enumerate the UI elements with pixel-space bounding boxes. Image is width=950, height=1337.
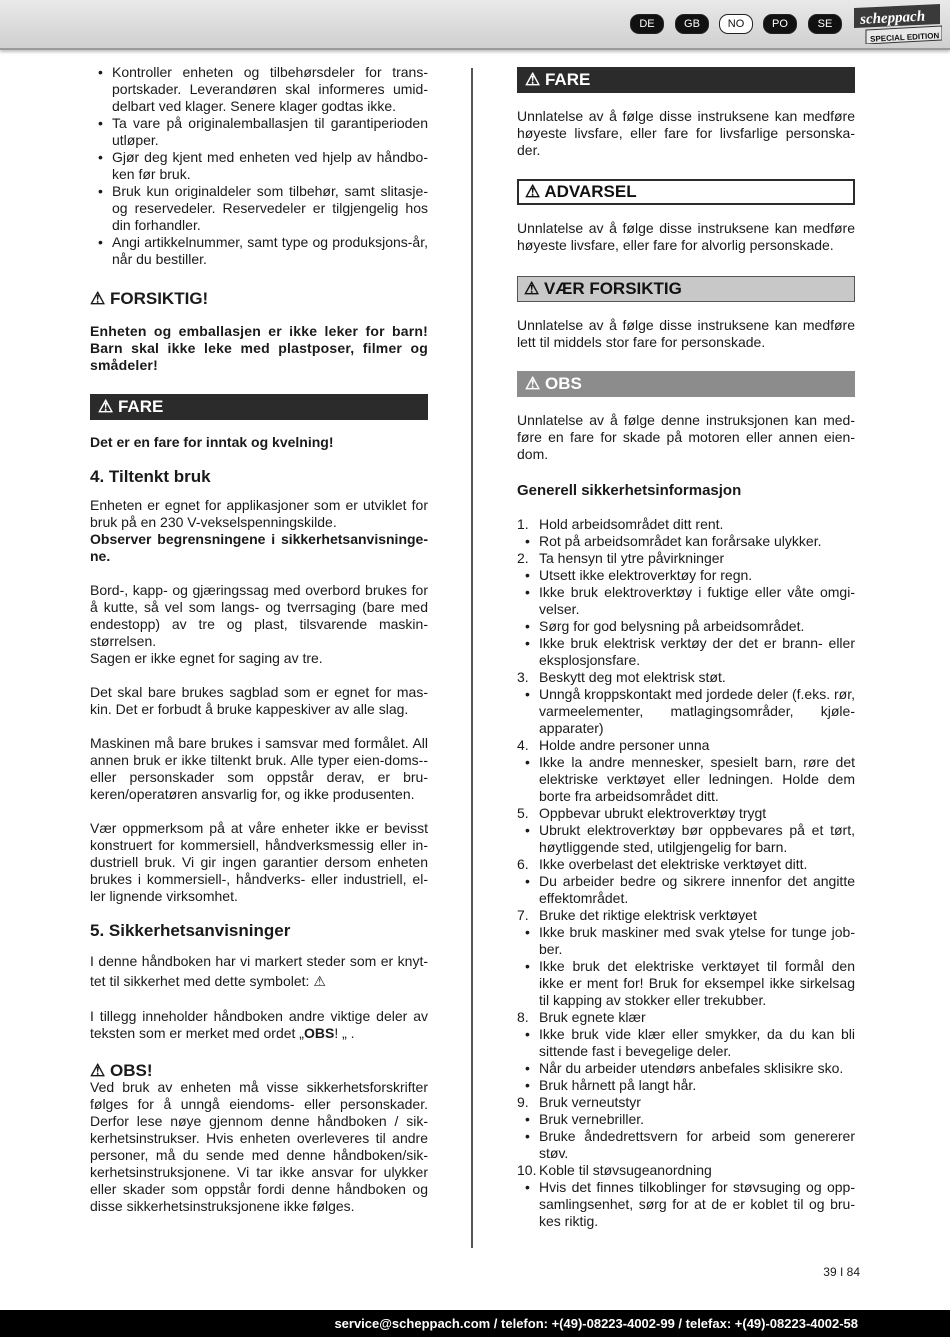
section-4-title: 4. Tiltenkt bruk <box>90 467 211 486</box>
logo-sub: SPECIAL EDITION <box>869 31 940 44</box>
numbered-item <box>517 805 855 822</box>
item-text: Hold arbeidsområdet ditt rent. <box>539 516 724 532</box>
item-text: Bruk verneutstyr <box>539 1094 641 1110</box>
sec5-paragraph: I denne håndboken har vi markert steder som er knyt-tet til sikkerhet med dette symbolet: ⚠ <box>90 953 428 989</box>
sub-item: • Sørg for god belysning på arbeidsområdet. <box>517 618 855 635</box>
forsiktig-text: Unnlatelse av å følge disse instruksene kan medføre lett til middels stor fare for personskade. <box>517 317 855 350</box>
obs-text: Ved bruk av enheten må visse sikkerhetsforskrifter følges for å unngå eiendoms- eller personskader. Derfor lese nøye gjennom denne håndboken / sik-kerhetsinstrukser. Hvis enheten overleveres til andre personer, må du sende med denne håndboken/sik-kerhetsinstruksjonene. Vi tar ikke ansvar for ulykker eller skader som oppstår fordi denne håndboken og disse sikkerhetsinstruksjonene ikke følges. <box>90 1079 428 1214</box>
item-number: 2. <box>517 550 529 566</box>
item-text: Bruke det riktige elektrisk verktøyet <box>539 907 757 923</box>
logo-text: scheppach <box>859 8 926 28</box>
list-item: • Ta vare på originalemballasjen til garantiperioden utløper. <box>90 115 428 149</box>
sub-item: • Ikke bruk elektrisk verktøy der det er brann- eller eksplosjonsfare. <box>517 635 855 669</box>
item-text: Beskytt deg mot elektrisk støt. <box>539 669 726 685</box>
item-number: 1. <box>517 516 529 532</box>
warning-icon: ⚠ <box>90 1061 106 1080</box>
sub-item: • Når du arbeider utendørs anbefales sklisikre sko. <box>517 1060 855 1077</box>
warning-icon: ⚠ <box>90 289 106 308</box>
list-item: • Bruk kun originaldeler som tilbehør, samt slitasje-og reservedeler. Reservedeler er tilgjengelig hos din forhandler. <box>90 183 428 234</box>
item-number: 6. <box>517 856 529 872</box>
warning-icon: ⚠ <box>524 279 540 298</box>
obs-text: Unnlatelse av å følge denne instruksjonen kan med-føre en fare for skade på motoren eller annen eien-dom. <box>517 412 855 462</box>
sec4-paragraph-bold: Observer begrensningene i sikkerhetsanvisninge-ne. <box>90 531 428 564</box>
left-column <box>90 64 428 1215</box>
sec4-paragraph: Enheten er egnet for applikasjoner som er utviklet for bruk på en 230 V-vekselspenningskilde. <box>90 497 428 530</box>
forsiktig-text: Enheten og emballasjen er ikke leker for barn! Barn skal ikke leke med plastposer, filmer og smådeler! <box>90 323 428 373</box>
advarsel-banner: ⚠ ADVARSEL <box>517 179 855 205</box>
lang-no[interactable]: NO <box>719 14 753 34</box>
sub-item: • Ikke la andre mennesker, spesielt barn, røre det elektriske verktøyet eller ledningen. Holde dem borte fra arbeidsområdet ditt. <box>517 754 855 805</box>
sub-item: • Ikke bruk elektroverktøy i fuktige eller våte omgi-velser. <box>517 584 855 618</box>
item-text: Ta hensyn til ytre påvirkninger <box>539 550 725 566</box>
item-number: 7. <box>517 907 529 923</box>
safety-list <box>517 516 855 1230</box>
item-number: 4. <box>517 737 529 753</box>
forsiktig-banner: ⚠ VÆR FORSIKTIG <box>517 276 855 302</box>
sub-item: • Du arbeider bedre og sikrere innenfor det angitte effektområdet. <box>517 873 855 907</box>
item-text: Oppbevar ubrukt elektroverktøy trygt <box>539 805 767 821</box>
sec4-paragraph: Vær oppmerksom på at våre enheter ikke er bevisst konstruert for kommersiell, håndverksmessig eller in-dustriell bruk. Vi gir ingen garantier dersom enheten brukes i kommersiell-, håndverks- eller industriell, el-ler lignende virksomhet. <box>90 820 428 904</box>
list-item: • Kontroller enheten og tilbehørsdeler for trans-portskader. Leverandøren skal informeres umid-delbart ved klager. Senere klager godtas ikke. <box>90 64 428 115</box>
lang-se[interactable]: SE <box>808 14 842 34</box>
sec4-paragraph: Maskinen må bare brukes i samsvar med formålet. All annen bruk er ikke tiltenkt bruk. Alle typer eien-doms-- eller personskader som oppstår derav, er bru-keren/operatøren ansvarlig for, og ikke produsenten. <box>90 735 428 802</box>
numbered-item <box>517 1009 855 1026</box>
lang-po[interactable]: PO <box>763 14 797 34</box>
fare-text: Det er en fare for inntak og kvelning! <box>90 434 334 450</box>
fare-text: Unnlatelse av å følge disse instruksene kan medføre høyeste livsfare, eller fare for livsfarlige personska-der. <box>517 108 855 158</box>
sub-item: • Ikke bruk det elektriske verktøyet til formål den ikke er ment for! Bruk for eksempel ikke sirkelsag til kapping av stokker eller trekubber. <box>517 958 855 1009</box>
numbered-item <box>517 907 855 924</box>
item-text: Holde andre personer unna <box>539 737 710 753</box>
numbered-item <box>517 550 855 567</box>
warning-icon: ⚠ <box>98 397 114 416</box>
item-number: 5. <box>517 805 529 821</box>
sub-item: • Utsett ikke elektroverktøy for regn. <box>517 567 855 584</box>
numbered-item <box>517 516 855 533</box>
right-column <box>517 67 855 1230</box>
numbered-item <box>517 669 855 686</box>
warning-icon: ⚠ <box>525 182 541 201</box>
general-safety-title: Generell sikkerhetsinformasjon <box>517 482 742 499</box>
sub-item: • Ikke bruk vide klær eller smykker, da du kan bli sittende fast i bevegelige deler. <box>517 1026 855 1060</box>
advarsel-text: Unnlatelse av å følge disse instruksene kan medføre høyeste livsfare, eller fare for alvorlig personskade. <box>517 220 855 253</box>
sec4-paragraph: Bord-, kapp- og gjæringssag med overbord brukes for å kutte, så vel som langs- og tverrsaging (bare med endestopp) av tre og plast, tilsvarende maskin-størrelsen. <box>90 582 428 649</box>
list-item: • Gjør deg kjent med enheten ved hjelp av håndbo-ken før bruk. <box>90 149 428 183</box>
lang-gb[interactable]: GB <box>675 14 709 34</box>
fare-banner: ⚠ FARE <box>517 67 855 93</box>
page-number: 39 I 84 <box>823 1265 860 1279</box>
warning-icon: ⚠ <box>313 973 326 989</box>
numbered-item <box>517 856 855 873</box>
sec4-paragraph: Sagen er ikke egnet for saging av tre. <box>90 650 323 666</box>
numbered-item <box>517 1162 855 1179</box>
item-text: Koble til støvsugeanordning <box>539 1162 712 1178</box>
warning-icon: ⚠ <box>525 374 541 393</box>
lang-de[interactable]: DE <box>630 14 664 34</box>
sub-item: • Bruk vernebriller. <box>517 1111 855 1128</box>
sub-item: • Bruke åndedrettsvern for arbeid som genererer støv. <box>517 1128 855 1162</box>
sub-item: • Bruk hårnett på langt hår. <box>517 1077 855 1094</box>
numbered-item <box>517 737 855 754</box>
footer-contact: service@scheppach.com / telefon: +(49)-08223-4002-99 / telefax: +(49)-08223-4002-58 <box>334 1316 858 1331</box>
item-text: Ikke overbelast det elektriske verktøyet ditt. <box>539 856 808 872</box>
header-bar <box>0 0 950 50</box>
scheppach-logo <box>852 2 942 44</box>
forsiktig-heading: ⚠ FORSIKTIG! <box>90 289 209 308</box>
fare-banner: ⚠ FARE <box>90 394 428 420</box>
warning-icon: ⚠ <box>525 70 541 89</box>
item-number: 10. <box>517 1162 537 1178</box>
column-divider <box>471 68 473 1248</box>
sub-item: • Rot på arbeidsområdet kan forårsake ulykker. <box>517 533 855 550</box>
obs-heading: ⚠ OBS! <box>90 1061 153 1080</box>
numbered-item <box>517 1094 855 1111</box>
item-number: 9. <box>517 1094 529 1110</box>
sec4-paragraph: Det skal bare brukes sagblad som er egnet for mas-kin. Det er forbudt å bruke kappeskiver av alle slag. <box>90 684 428 717</box>
item-text: Bruk egnete klær <box>539 1009 646 1025</box>
obs-banner: ⚠ OBS <box>517 371 855 397</box>
item-number: 8. <box>517 1009 529 1025</box>
sec5-paragraph: I tillegg inneholder håndboken andre viktige deler av teksten som er merket med ordet „OBS! „ . <box>90 1008 428 1041</box>
sub-item: • Hvis det finnes tilkoblinger for støvsuging og opp-samlingsenhet, sørg for at de er koblet til og bru-kes riktig. <box>517 1179 855 1230</box>
list-item: • Angi artikkelnummer, samt type og produksjons-år, når du bestiller. <box>90 234 428 268</box>
item-number: 3. <box>517 669 529 685</box>
section-5-title: 5. Sikkerhetsanvisninger <box>90 921 291 940</box>
sub-item: • Ikke bruk maskiner med svak ytelse for tunge job-ber. <box>517 924 855 958</box>
sub-item: • Ubrukt elektroverktøy bør oppbevares på et tørt, høytliggende sted, utilgjengelig for barn. <box>517 822 855 856</box>
sub-item: • Unngå kroppskontakt med jordede deler (f.eks. rør, varmeelementer, matlagingsområder, kjøle-apparater) <box>517 686 855 737</box>
footer-bar <box>0 1310 950 1337</box>
